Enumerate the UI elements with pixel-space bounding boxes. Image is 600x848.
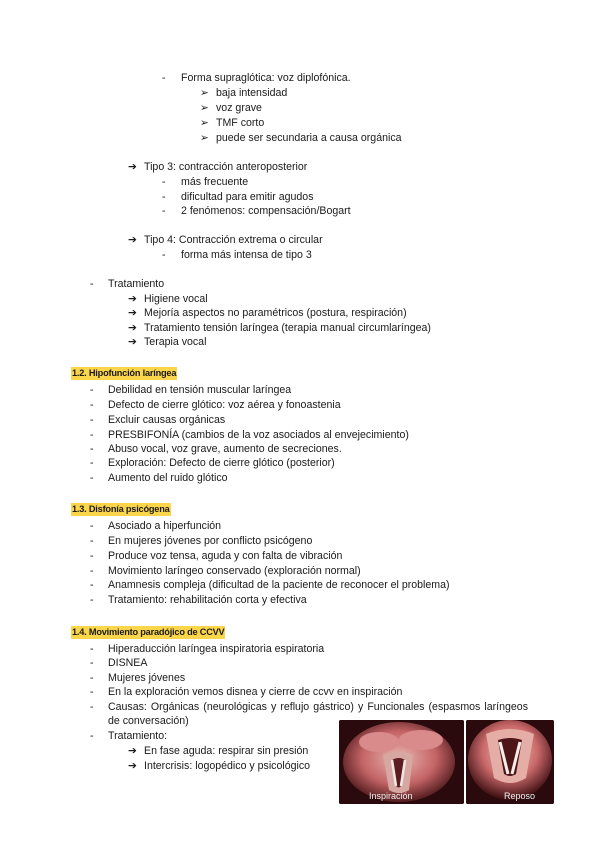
dash-bullet: - bbox=[90, 657, 94, 669]
forma-supraglotica-text: Forma supraglótica: voz diplofónica. bbox=[181, 72, 351, 84]
arrow-bullet-icon: ➔ bbox=[128, 161, 137, 173]
psicogena-item: Movimiento laríngeo conservado (exploración normal) bbox=[108, 565, 361, 577]
sub-item: más frecuente bbox=[181, 176, 249, 188]
arrowhead-bullet-icon: ➢ bbox=[200, 87, 209, 99]
dash-bullet: - bbox=[90, 278, 94, 290]
dash-bullet: - bbox=[90, 594, 94, 606]
psicogena-item: Produce voz tensa, aguda y con falta de vibración bbox=[108, 550, 343, 562]
image-caption-inspiracion: Inspiración bbox=[369, 791, 413, 801]
dash-bullet: - bbox=[90, 730, 94, 742]
dash-bullet: - bbox=[90, 399, 94, 411]
dash-bullet: - bbox=[90, 672, 94, 684]
image-caption-reposo: Reposo bbox=[504, 791, 536, 801]
paradojico-item: Hiperaducción laríngea inspiratoria espiratoria bbox=[108, 643, 325, 655]
tratamiento-label: Tratamiento: bbox=[108, 730, 168, 742]
sub-item: puede ser secundaria a causa orgánica bbox=[216, 132, 402, 144]
dash-bullet: - bbox=[162, 249, 166, 261]
paradojico-tratamiento-item: En fase aguda: respirar sin presión bbox=[144, 745, 309, 757]
paradojico-item: Mujeres jóvenes bbox=[108, 672, 186, 684]
dash-bullet: - bbox=[90, 550, 94, 562]
hipofuncion-item: Excluir causas orgánicas bbox=[108, 414, 226, 426]
dash-bullet: - bbox=[90, 701, 94, 713]
dash-bullet: - bbox=[90, 686, 94, 698]
dash-bullet: - bbox=[162, 191, 166, 203]
psicogena-item: Anamnesis compleja (dificultad de la paciente de reconocer el problema) bbox=[108, 579, 450, 591]
tratamiento-item: Tratamiento tensión laríngea (terapia manual circumlaríngea) bbox=[144, 322, 431, 334]
arrow-bullet-icon: ➔ bbox=[128, 293, 137, 305]
dash-bullet: - bbox=[162, 176, 166, 188]
arrowhead-bullet-icon: ➢ bbox=[200, 117, 209, 129]
tratamiento-item: Mejoría aspectos no paramétricos (postura, respiración) bbox=[144, 307, 407, 319]
arrowhead-bullet-icon: ➢ bbox=[200, 132, 209, 144]
paradojico-item: En la exploración vemos disnea y cierre de ccvv en inspiración bbox=[108, 686, 403, 698]
section-heading-hipofuncion: 1.2. Hipofunción laríngea bbox=[72, 368, 177, 378]
dash-bullet: - bbox=[90, 457, 94, 469]
hipofuncion-item: PRESBIFONÍA (cambios de la voz asociados al envejecimiento) bbox=[108, 429, 409, 441]
dash-bullet: - bbox=[90, 429, 94, 441]
paradojico-item: DISNEA bbox=[108, 657, 148, 669]
dash-bullet: - bbox=[90, 443, 94, 455]
arrow-bullet-icon: ➔ bbox=[128, 760, 137, 772]
laryngoscopy-inspiracion-image bbox=[339, 720, 464, 804]
psicogena-item: Tratamiento: rehabilitación corta y efectiva bbox=[108, 594, 307, 606]
hipofuncion-item: Defecto de cierre glótico: voz aérea y fonoastenia bbox=[108, 399, 341, 411]
tratamiento-item: Terapia vocal bbox=[144, 336, 207, 348]
dash-bullet: - bbox=[90, 579, 94, 591]
dash-bullet: - bbox=[90, 535, 94, 547]
arrow-bullet-icon: ➔ bbox=[128, 322, 137, 334]
section-heading-disfonia-psicogena: 1.3. Disfonía psicógena bbox=[72, 504, 170, 514]
dash-bullet: - bbox=[90, 520, 94, 532]
tratamiento-item: Higiene vocal bbox=[144, 293, 208, 305]
hipofuncion-item: Debilidad en tensión muscular laríngea bbox=[108, 384, 292, 396]
dash-bullet: - bbox=[90, 414, 94, 426]
arrowhead-bullet-icon: ➢ bbox=[200, 102, 209, 114]
hipofuncion-item: Aumento del ruido glótico bbox=[108, 472, 228, 484]
dash-bullet: - bbox=[162, 205, 166, 217]
sub-item: 2 fenómenos: compensación/Bogart bbox=[181, 205, 351, 217]
hipofuncion-item: Abuso vocal, voz grave, aumento de secreciones. bbox=[108, 443, 342, 455]
dash-bullet: - bbox=[90, 472, 94, 484]
dash-bullet: - bbox=[162, 72, 166, 84]
causas-paragraph: Causas: Orgánicas (neurológicas y reflujo gástrico) y Funcionales (espasmos laríngeos de conversación) bbox=[108, 701, 528, 727]
arrow-bullet-icon: ➔ bbox=[128, 307, 137, 319]
psicogena-item: En mujeres jóvenes por conflicto psicógeno bbox=[108, 535, 313, 547]
laryngoscopy-reposo-image bbox=[466, 720, 554, 804]
sub-item: forma más intensa de tipo 3 bbox=[181, 249, 312, 261]
dash-bullet: - bbox=[90, 384, 94, 396]
section-heading-movimiento-paradojico: 1.4. Movimiento paradójico de CCVV bbox=[72, 627, 225, 637]
arrow-bullet-icon: ➔ bbox=[128, 745, 137, 757]
sub-item: TMF corto bbox=[216, 117, 265, 129]
tipo4-label: Tipo 4: Contracción extrema o circular bbox=[144, 234, 323, 246]
paradojico-tratamiento-item: Intercrisis: logopédico y psicológico bbox=[144, 760, 311, 772]
sub-item: voz grave bbox=[216, 102, 262, 114]
dash-bullet: - bbox=[90, 565, 94, 577]
tipo3-label: Tipo 3: contracción anteroposterior bbox=[144, 161, 308, 173]
hipofuncion-item: Exploración: Defecto de cierre glótico (posterior) bbox=[108, 457, 335, 469]
arrow-bullet-icon: ➔ bbox=[128, 336, 137, 348]
psicogena-item: Asociado a hiperfunción bbox=[108, 520, 222, 532]
tratamiento-label: Tratamiento bbox=[108, 278, 165, 290]
dash-bullet: - bbox=[90, 643, 94, 655]
sub-item: dificultad para emitir agudos bbox=[181, 191, 314, 203]
arrow-bullet-icon: ➔ bbox=[128, 234, 137, 246]
sub-item: baja intensidad bbox=[216, 87, 288, 99]
